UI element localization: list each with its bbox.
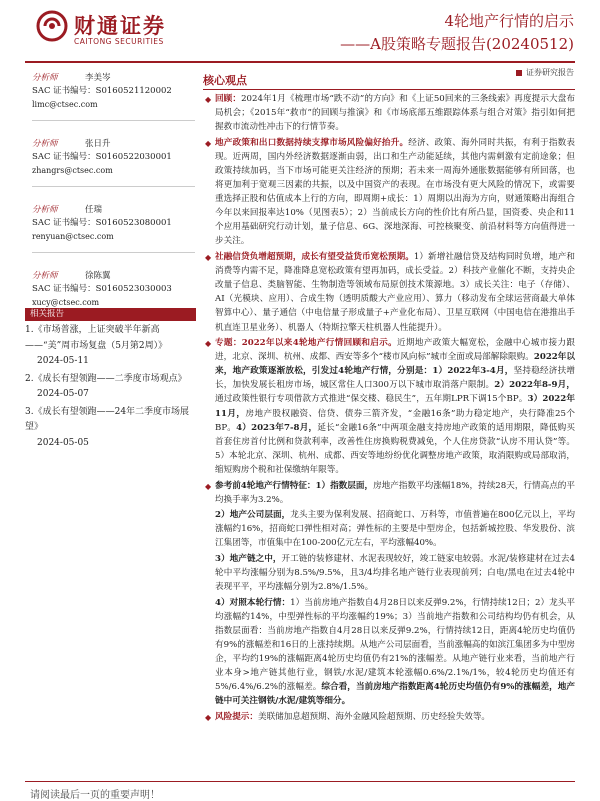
key-points-divider	[203, 89, 575, 90]
paragraph-credit	[205, 250, 575, 335]
paragraph-text: 坚持稳经济扶增长，加快发展长租房市场，城区常住人口300万以下城市取消落户限制。	[215, 366, 575, 391]
analyst-email[interactable]: xucy@ctsec.com	[32, 298, 100, 307]
paragraph-text: 近期地产政策大幅宽松，金融中心城市接力跟进，北京、深圳、杭州、成都、西安等多个“楼市风向标”城市全面或局部解除限购。	[215, 338, 575, 363]
analyst-name: 徐陈翼	[85, 271, 111, 281]
square-bullet-icon	[516, 70, 522, 76]
related-reports-heading: 相关报告	[25, 308, 196, 321]
related-report-title[interactable]: 1.《市场普涨，上证突破半年新高——“美”周市场复盘（5月第2周）》	[25, 325, 168, 351]
header-divider	[25, 61, 575, 63]
analyst-sac: SAC 证书编号：S0160521120002	[32, 86, 172, 96]
key-points-heading: 核心观点	[203, 74, 247, 87]
bold-text: 3）地产链之中，	[215, 554, 282, 564]
paragraph-lead: 专题：2022年以来4轮地产行情回顾和启示。	[215, 338, 398, 349]
related-report-item[interactable]	[25, 405, 196, 452]
document-type-label: 证券研究报告	[526, 68, 574, 77]
paragraph-topic	[205, 336, 575, 477]
analyst-card	[25, 202, 195, 268]
document-type	[516, 67, 574, 78]
diamond-bullet-icon: ◆	[205, 138, 212, 148]
paragraph-risk	[205, 710, 575, 724]
paragraph-text: 开工链的装修建材、水泥表现较好，竣工链家电较弱。水泥/装修建材在过去4轮中平均涨幅分别为8.5%/9.5%，且3/4均排名地产链行业表现前列；白电/黑电在过去4轮中表现平平，平均涨幅分别为2.8%/1.5%。	[215, 554, 575, 593]
bold-text: 4）对照本轮行情：	[215, 597, 291, 608]
paragraph-lead: 回顾：	[215, 94, 242, 104]
analyst-sac: SAC 证书编号：S0160522030001	[32, 152, 172, 162]
divider	[32, 120, 195, 121]
analyst-role: 分析师	[32, 205, 58, 215]
related-report-item[interactable]	[25, 323, 196, 370]
company-logo	[36, 8, 206, 48]
analyst-name: 李美岑	[85, 73, 111, 83]
paragraph-text: 经济、政策、海外同时共振，有利于指数表现。近两周，国内外经济数据逐渐由弱，出口和生产动能延续，其他内需刺激有定前途象；但政策持续加码，当下市场可能更关注经济的预期；若未来一周海外通胀数据能够有所回落，也将更加利于宽观三因素的共振，以及中国资产的表现。在市场没有更大风险的情况下，或需要重选择正股和估值成本上行的方向，即周期+成长：1）周期以出海为方向，财通策略出海组合今年以来回报率达10%（见图表5）；2）当前成长方向的性价比有所凸显，国资委、央企和11个应用基础研究行动计划，量子信息、6G、深地深海、可控核聚变、前沿材料等方向值得进一步关注。	[215, 137, 575, 247]
related-report-date: 2024-05-05	[37, 437, 89, 448]
paragraph-text: 房地产股权融资、信贷、债券三箭齐发，“金融16条”助力稳定地产，央行降准25个BP。	[215, 408, 575, 433]
diamond-bullet-icon: ◆	[205, 253, 212, 263]
paragraph-text: 2024年1月《梳理市场“跌不动”的方向》和《上证50回来的三条线索》再度提示大盘布局机会；《2015年“救市”的回顾与推演》和《市场底部五维跟踪体系与组合对策》指引如何把握救市流动性冲击下的行情节奏。	[215, 94, 575, 133]
related-report-date: 2024-05-11	[37, 356, 89, 366]
analyst-card	[25, 70, 195, 136]
diamond-bullet-icon: ◆	[205, 339, 212, 349]
diamond-bullet-icon: ◆	[205, 95, 212, 104]
related-report-title[interactable]: 3.《成长有望领跑——24年二季度市场展望》	[25, 406, 190, 432]
analyst-sac: SAC 证书编号：S0160523080001	[32, 218, 172, 228]
related-report-title[interactable]: 2.《成长有望领跑——二季度市场观点》	[25, 373, 187, 384]
caitong-logo-icon	[36, 10, 68, 42]
paragraph-lead: 社融信贷负增超预期，成长有望受益货币宽松预期。	[215, 252, 414, 263]
analyst-role: 分析师	[32, 139, 58, 149]
logo-chinese-name: 财通证券	[74, 14, 166, 38]
key-points-body	[205, 92, 575, 726]
analyst-sac: SAC 证书编号：S0160523030003	[32, 284, 172, 294]
related-report-item[interactable]	[25, 372, 196, 403]
paragraph-text: 通过政策性银行专项借款方式推进“保交楼、稳民生”，五年期LPR下调15个BP。	[215, 394, 528, 405]
analyst-email[interactable]: renyuan@ctsec.com	[32, 232, 114, 241]
paragraph-features	[205, 479, 575, 507]
related-reports-list	[25, 323, 196, 453]
paragraph-lead: 地产政策和出口数据持续支撑市场风险偏好抬升。	[215, 137, 409, 148]
analyst-email[interactable]: zhangrs@ctsec.com	[32, 166, 113, 175]
paragraph-text: 房地产指数平均涨幅18%，持续28天，行情高点的平均换手率为3.2%。	[215, 480, 575, 505]
paragraph-review	[205, 92, 575, 134]
analyst-name: 任瑞	[85, 205, 103, 215]
bold-text: 2）2022年8-9月，	[494, 380, 575, 391]
bold-text: 综合看，当前房地产指数距离4轮历史均值仍有9%的涨幅差，地产链中可关注钢铁/水泥/建筑等细分。	[215, 682, 575, 707]
divider	[32, 252, 195, 253]
paragraph-lead: 风险提示：	[215, 712, 258, 723]
bold-text: 4）2023年7-8月，	[236, 422, 318, 433]
paragraph-text: 美联储加息超预期、海外金融风险超预期、历史经验失效等。	[257, 712, 491, 723]
related-report-date: 2024-05-07	[37, 389, 89, 399]
paragraph-text: 龙头主要为保利发展、招商蛇口、万科等，市值普遍在800亿元以上，平均涨幅约16%，招商蛇口弹性相对高；弹性标的主要是中型房企，包括新城控股、华发股份、滨江集团等，市值集中在100-200亿元左右，平均涨幅40%。	[215, 510, 576, 549]
analyst-email[interactable]: limc@ctsec.com	[32, 100, 98, 109]
paragraph-chain	[205, 552, 575, 594]
analyst-name: 张日升	[85, 139, 111, 149]
analyst-card	[25, 136, 195, 202]
paragraph-companies	[205, 508, 575, 550]
paragraph-policy	[205, 136, 575, 249]
analyst-role: 分析师	[32, 271, 58, 281]
bold-text: 参考前4轮地产行情特征：1）指数层面，	[215, 480, 374, 491]
divider	[32, 186, 195, 187]
analyst-role: 分析师	[32, 73, 58, 83]
paragraph-current	[205, 596, 575, 709]
paragraph-text: 1）新增社融信贷及结构同时负增，地产和消费等内需不足，降准降息宽松政策有望再加码，成长受益。2）科技产业催化不断，支持央企改量子信息、类脑智能、生物制造等领域布局原创技术策源地。3）成长关注：电子（存储）、AI（光模块、应用）、合成生物（透明质酸大产业应用）、算力（移动发布全球运营商最大单体智算中心）、量子通信（中电信量子形成量子+产业化布局）、卫星互联网（中国电信在港推出手机直连卫星业务）、机器人（特斯拉擎天柱机器人性能提升）。	[215, 252, 576, 333]
bold-text: 2022年以来，地产政策逐渐放松，引发过4轮地产行情，分别是：1）2022年3-4月，	[215, 352, 576, 377]
diamond-bullet-icon: ◆	[205, 481, 212, 491]
bold-text: 3）2022年11月，	[215, 394, 576, 419]
diamond-bullet-icon: ◆	[205, 713, 212, 723]
logo-english-name: CAITONG SECURITIES	[74, 37, 164, 46]
footer-divider	[25, 781, 575, 782]
analyst-panel	[25, 70, 195, 334]
paragraph-text: 延长“金融16条”中两项金融支持房地产政策的适用期限，降低购买首套住房首付比例和贷款利率，改善性住房换购税费减免，个人住房贷款“认房不用认贷”等。5）本轮北京、深圳、杭州、成都、西安等地纷纷优化调整房地产政策，取消限购或局部取消，缩短购房个税和社保缴纳年限等。	[215, 422, 575, 475]
report-title: 4轮地产行情的启示	[444, 12, 574, 30]
bold-text: 2）地产公司层面，	[215, 510, 291, 521]
paragraph-text: 1）当前房地产指数自4月28日以来反弹9.2%，行情持续12日；2）龙头平均涨幅约14%，中型弹性标的平均涨幅约19%；3）当前地产指数和公司结构均仍有机会，从指数层面看：当前房地产指数自4月28日以来反弹9.2%，行情持续12日，距离4轮历史均值仍有9%的涨幅差和16日的上涨持续期。从地产公司层面看，当前涨幅高的如滨江集团多为中型房企，平均约19%的涨幅距离4轮历史均值仍有21%的涨幅差。从地产链行业来看，当前地产行业本身>地产链其他行业，钢铁/水泥/建筑本轮涨幅0.6%/2.1%/1%，较4轮历史均值还有5%/6.4%/6.2%的涨幅差。	[215, 597, 576, 693]
footer-disclaimer: 请阅读最后一页的重要声明！	[30, 790, 160, 801]
report-subtitle: ——A股策略专题报告(20240512)	[340, 35, 574, 53]
